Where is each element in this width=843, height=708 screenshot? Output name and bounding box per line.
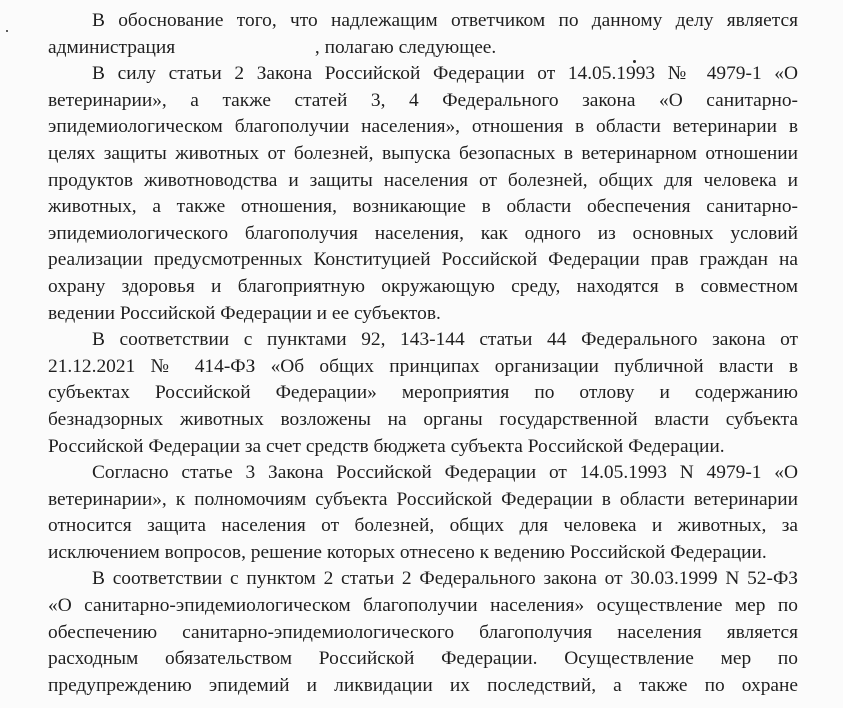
paragraph-5-line: «О санитарно-эпидемиологическом благополучии населения» осуществление мер по bbox=[48, 595, 798, 617]
paragraph-4-line: ветеринарии», к полномочиям субъекта Российской Федерации в области ветеринарии bbox=[48, 488, 798, 510]
paragraph-1-administration-text: администрация bbox=[48, 36, 176, 58]
paragraph-2-line: ветеринарии», а также статей 3, 4 Федерального закона «О санитарно- bbox=[48, 89, 798, 111]
paragraph-3-line: безнадзорных животных возложены на органы государственной власти субъекта bbox=[48, 408, 798, 430]
paragraph-5-line: обеспечению санитарно-эпидемиологического благополучия населения является bbox=[48, 621, 798, 643]
paragraph-1-line-2 bbox=[48, 35, 798, 62]
paragraph-2-line: эпидемиологического благополучия населения, как одного из основных условий bbox=[48, 222, 798, 244]
paragraph-2-line: эпидемиологическом благополучии населения», отношения в области ветеринарии в bbox=[48, 116, 798, 138]
paragraph-5-line: расходным обязательством Российской Федерации. Осуществление мер по bbox=[48, 648, 798, 670]
redacted-name bbox=[180, 52, 310, 53]
paragraph-2-line: продуктов животноводства и защиты населения от болезней, общих для человека и bbox=[48, 169, 798, 191]
paragraph-4-line: относится защита населения от болезней, общих для человека и животных, за bbox=[48, 515, 798, 537]
paragraph-4-line: Согласно статье 3 Закона Российской Федерации от 14.05.1993 N 4979-1 «О bbox=[92, 462, 798, 484]
paragraph-2-line: животных, а также отношения, возникающие в области обеспечения санитарно- bbox=[48, 196, 798, 218]
paragraph-3-line: В соответствии с пунктами 92, 143-144 статьи 44 Федерального закона от bbox=[92, 329, 798, 351]
paragraph-3-line-last: Российской Федерации за счет средств бюджета субъекта Российской Федерации. bbox=[48, 435, 725, 457]
paragraph-2-line: целях защиты животных от болезней, выпуска безопасных в ветеринарном отношении bbox=[48, 142, 798, 164]
paragraph-2-line: В силу статьи 2 Закона Российской Федерации от 14.05.1993 № 4979-1 «О bbox=[92, 63, 798, 85]
paragraph-5-line: В соответствии с пунктом 2 статьи 2 Федерального закона от 30.03.1999 N 52-ФЗ bbox=[92, 568, 798, 590]
paragraph-2-line-last: ведении Российской Федерации и ее субъектов. bbox=[48, 302, 441, 324]
paragraph-1-line-1: В обоснование того, что надлежащим ответчиком по данному делу является bbox=[92, 10, 798, 31]
paragraph-3-line: 21.12.2021 № 414-ФЗ «Об общих принципах организации публичной власти в bbox=[48, 355, 798, 377]
paragraph-3-line: субъектах Российской Федерации» мероприятия по отлову и содержанию bbox=[48, 382, 798, 404]
paragraph-2-line: охрану здоровья и благоприятную окружающую среду, находятся в совместном bbox=[48, 275, 798, 297]
paragraph-4-line-last: исключением вопросов, решение которых отнесено к ведению Российской Федерации. bbox=[48, 541, 767, 563]
paragraph-2-line: реализации предусмотренных Конституцией Российской Федерации прав граждан на bbox=[48, 249, 798, 271]
paragraph-5-line: предупреждению эпидемий и ликвидации их последствий, а также по охране bbox=[48, 674, 798, 696]
scan-speck bbox=[6, 30, 8, 32]
document-body bbox=[48, 8, 798, 699]
paragraph-1-end-text: , полагаю следующее. bbox=[314, 36, 497, 58]
